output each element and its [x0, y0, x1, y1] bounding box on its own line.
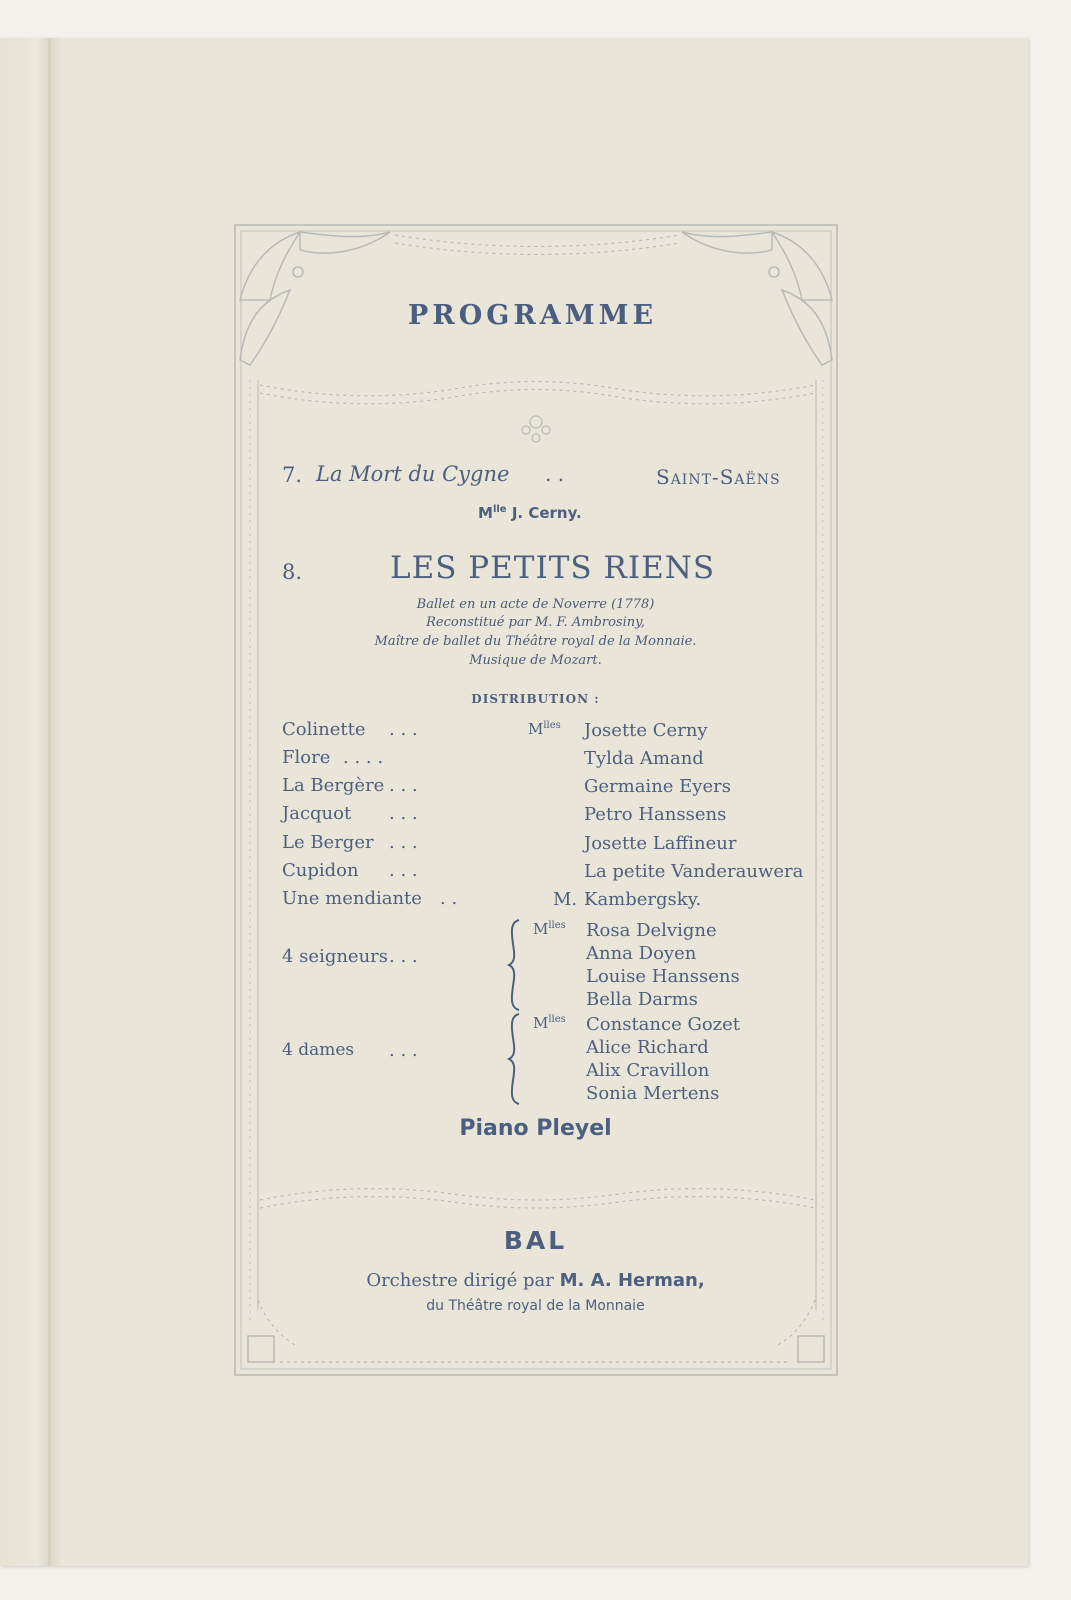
group-dots: . . .	[389, 1040, 418, 1061]
ball-title: BAL	[503, 1226, 568, 1255]
cast-name: Josette Laffineur	[584, 833, 737, 854]
role-dots: . . .	[389, 803, 418, 824]
role-prefix: $M^{lles}$	[528, 720, 561, 738]
cast-name: Rosa Delvigne	[586, 920, 717, 941]
group-prefix: $M^{lles}$	[533, 920, 566, 938]
item-8-number: 8.	[282, 560, 303, 584]
cast-name: Alice Richard	[586, 1037, 709, 1058]
cast-name: Josette Cerny	[584, 720, 708, 741]
cast-name: Constance Gozet	[586, 1014, 741, 1035]
orchestra-line: Orchestre dirigé par M. A. Herman,	[366, 1270, 705, 1291]
role-dots: . . . .	[343, 747, 384, 768]
cast-name: Petro Hanssens	[584, 804, 727, 825]
ballet-note-2: Reconstitué par M. F. Ambrosiny,	[426, 615, 645, 630]
role-dots: . . .	[389, 775, 418, 796]
role-name: Cupidon	[282, 860, 359, 881]
group-dots: . . .	[389, 946, 418, 967]
item-7-dots: . .	[545, 462, 565, 486]
cast-name: La petite Vanderauwera	[584, 861, 804, 882]
leaf-ornament-top-right-icon	[682, 232, 832, 365]
group-role-name: 4 seigneurs	[282, 946, 389, 967]
cast-name: Bella Darms	[586, 989, 698, 1010]
brace-icon	[505, 918, 525, 1012]
role-dots: . . .	[389, 860, 418, 881]
cast-name: Kambergsky.	[584, 889, 702, 910]
role-name: Jacquot	[282, 803, 352, 824]
cast-name: Louise Hanssens	[586, 966, 740, 987]
item-7-composer: Saint-Saëns	[656, 465, 781, 489]
cast-name: Tylda Amand	[584, 748, 704, 769]
distribution-heading: DISTRIBUTION :	[471, 692, 600, 706]
role-dots: . .	[440, 888, 458, 909]
item-8-work: LES PETITS RIENS	[390, 550, 716, 586]
group-prefix: $M^{lles}$	[533, 1014, 566, 1032]
role-dots: . . .	[389, 719, 418, 740]
role-name: La Bergère	[282, 775, 385, 796]
orchestra-venue: du Théâtre royal de la Monnaie	[426, 1298, 645, 1314]
item-7-performer: $M^{lle}$ J. Cerny.	[478, 504, 582, 522]
role-prefix: M.	[553, 889, 578, 910]
role-name: Colinette	[282, 719, 366, 740]
item-7-number: 7.	[282, 463, 303, 487]
ballet-note-4: Musique de Mozart.	[469, 653, 602, 668]
cast-name: Sonia Mertens	[586, 1083, 720, 1104]
role-name: Flore	[282, 747, 331, 768]
ballet-note-1: Ballet en un acte de Noverre (1778)	[416, 597, 655, 612]
group-role-name: 4 dames	[282, 1040, 355, 1060]
sponsor-piano-pleyel: Piano Pleyel	[459, 1116, 612, 1141]
ballet-note-3: Maître de ballet du Théâtre royal de la Monnaie.	[374, 634, 697, 649]
cast-name: Alix Cravillon	[586, 1060, 710, 1081]
item-7-work: La Mort du Cygne	[316, 462, 510, 486]
leaf-ornament-top-left-icon	[240, 232, 390, 365]
role-dots: . . .	[389, 832, 418, 853]
role-name: Une mendiante	[282, 888, 422, 909]
role-name: Le Berger	[282, 832, 374, 853]
cast-name: Germaine Eyers	[584, 776, 731, 797]
brace-icon	[505, 1012, 525, 1106]
cast-name: Anna Doyen	[586, 943, 697, 964]
programme-title: PROGRAMME	[408, 300, 658, 331]
